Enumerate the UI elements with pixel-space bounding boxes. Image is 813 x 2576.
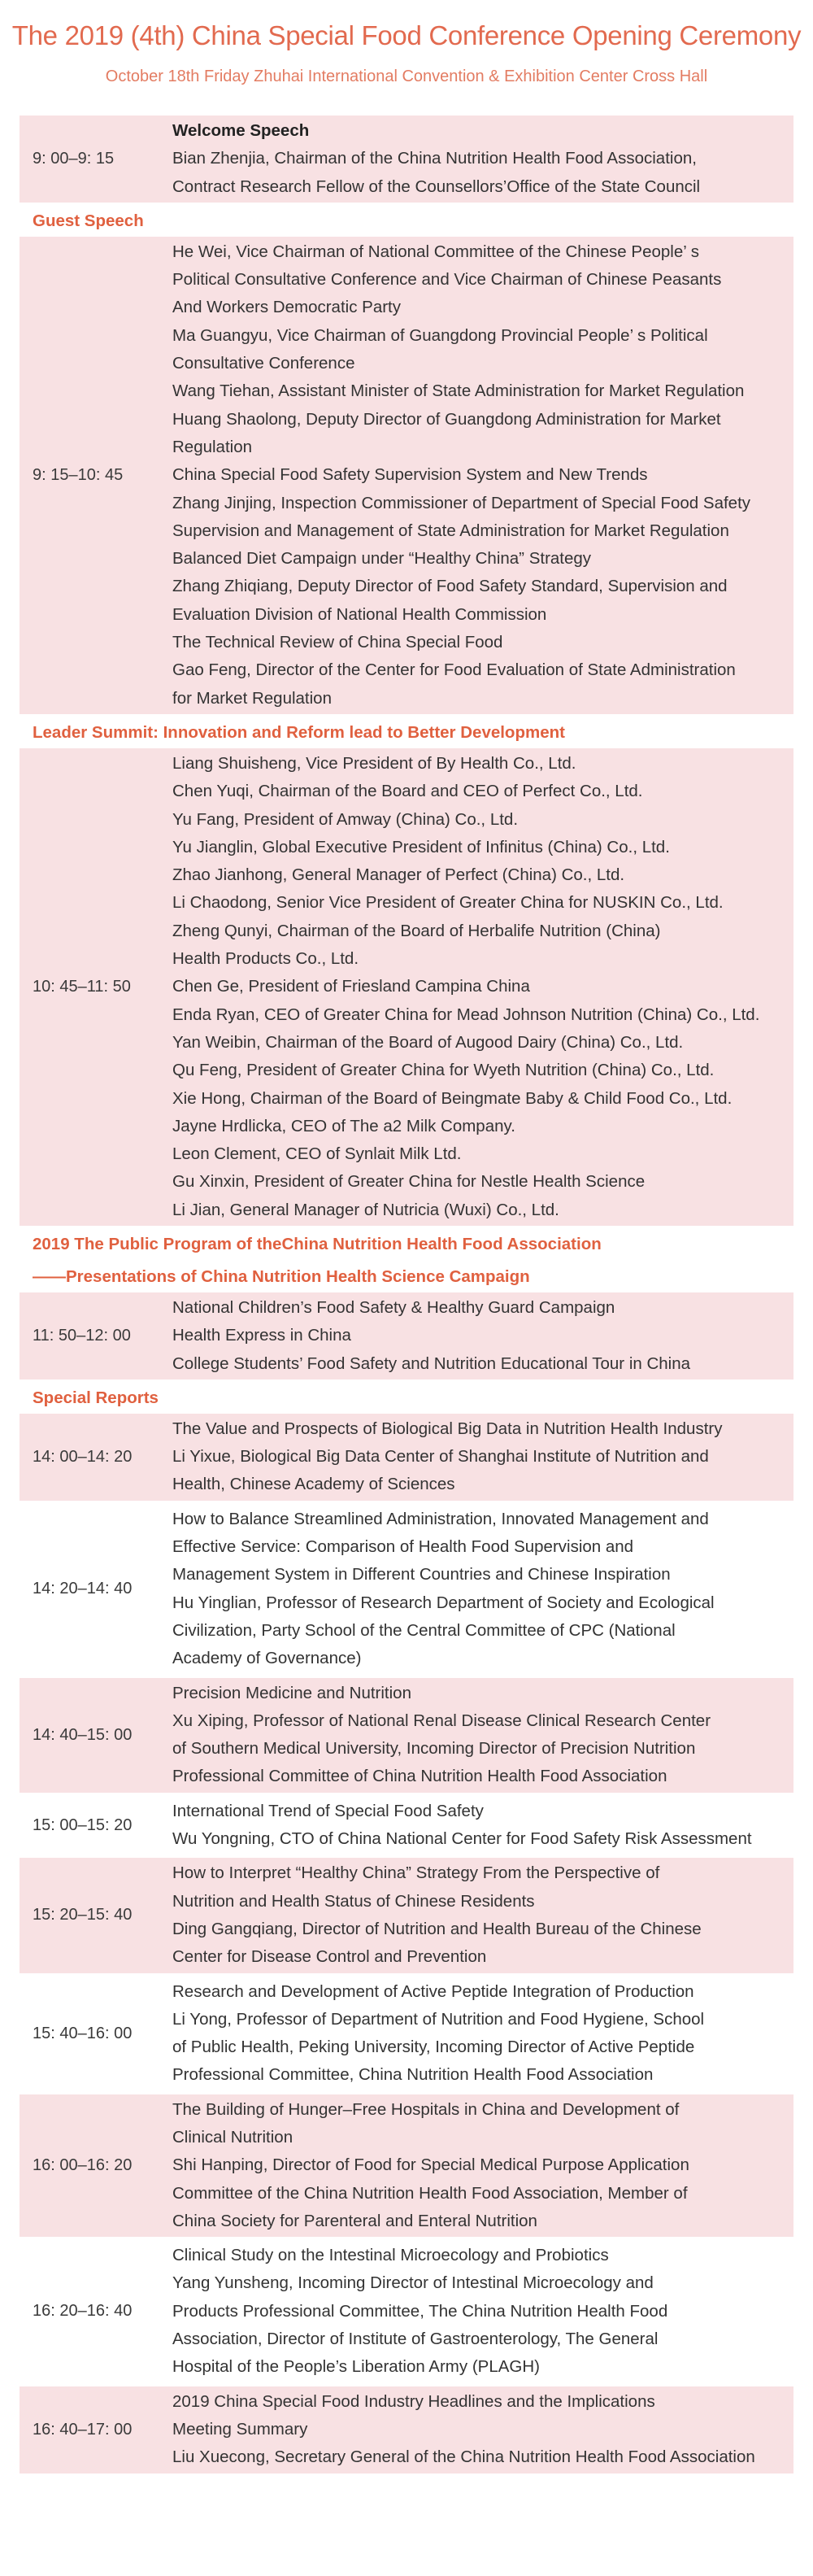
session-line: Chen Ge, President of Friesland Campina China: [172, 977, 530, 996]
session-details: [164, 1858, 793, 1972]
session-line: Precision Medicine and Nutrition: [172, 1683, 411, 1702]
session-line: Shi Hanping, Director of Food for Special Medical Purpose Application: [172, 2155, 689, 2175]
session-line: Zheng Qunyi, Chairman of the Board of Herbalife Nutrition (China): [172, 921, 661, 940]
session-line: Xu Xiping, Professor of National Renal Disease Clinical Research Center: [172, 1711, 711, 1730]
session-line: Gao Feng, Director of the Center for Food Evaluation of State Administration: [172, 660, 736, 680]
schedule-row: [20, 237, 793, 714]
schedule-row: [20, 1858, 793, 1972]
session-time: 9: 00–9: 15: [33, 149, 115, 168]
session-line: The Technical Review of China Special Food: [172, 633, 503, 652]
session-line: Li Chaodong, Senior Vice President of Greater China for NUSKIN Co., Ltd.: [172, 893, 724, 913]
session-line: Zhang Zhiqiang, Deputy Director of Food Safety Standard, Supervision and: [172, 577, 728, 596]
session-line: Yu Fang, President of Amway (China) Co., Ltd.: [172, 809, 519, 829]
page-subtitle: October 18th Friday Zhuhai International Convention & Exhibition Center Cross Hall: [105, 68, 708, 85]
session-details: [164, 2386, 793, 2474]
session-line: Yu Jianglin, Global Executive President of Infinitus (China) Co., Ltd.: [172, 837, 670, 856]
schedule-row: [20, 1414, 793, 1501]
schedule-row: [20, 1796, 793, 1855]
section-heading: Special Reports: [33, 1388, 159, 1407]
schedule-row: [20, 748, 793, 1226]
session-line: Gu Xinxin, President of Greater China for Nestle Health Science: [172, 1172, 646, 1192]
session-line: College Students’ Food Safety and Nutrition Educational Tour in China: [172, 1353, 691, 1373]
session-time: 11: 50–12: 00: [33, 1326, 131, 1345]
session-line: of Public Health, Peking University, Incoming Director of Active Peptide: [172, 2038, 695, 2057]
session-line: Committee of the China Nutrition Health Food Association, Member of: [172, 2183, 688, 2203]
session-details: [164, 116, 793, 203]
session-line: Wu Yongning, CTO of China National Center for Food Safety Risk Assessment: [172, 1829, 752, 1849]
session-line: Management System in Different Countries and Chinese Inspiration: [172, 1565, 671, 1584]
session-line: Xie Hong, Chairman of the Board of Beingmate Baby & Child Food Co., Ltd.: [172, 1088, 733, 1108]
schedule-row: [20, 1977, 793, 2091]
section-heading: Guest Speech: [33, 211, 144, 230]
session-time: 14: 00–14: 20: [33, 1447, 133, 1466]
session-line: How to Interpret “Healthy China” Strategy From the Perspective of: [172, 1863, 660, 1883]
session-details: [164, 237, 793, 714]
session-line: Professional Committee of China Nutrition Health Food Association: [172, 1767, 667, 1786]
section-heading: Leader Summit: Innovation and Reform lead to Better Development: [33, 722, 565, 742]
session-line: Leon Clement, CEO of Synlait Milk Ltd.: [172, 1144, 462, 1164]
session-line: Chen Yuqi, Chairman of the Board and CEO of Perfect Co., Ltd.: [172, 782, 643, 801]
session-line: He Wei, Vice Chairman of National Committee of the Chinese People’ s: [172, 242, 699, 261]
session-line: Political Consultative Conference and Vice Chairman of Chinese Peasants: [172, 270, 722, 290]
session-line: Center for Disease Control and Prevention: [172, 1947, 487, 1967]
session-line: Li Yixue, Biological Big Data Center of Shanghai Institute of Nutrition and: [172, 1447, 709, 1467]
schedule-row: [20, 116, 793, 203]
session-line: Supervision and Management of State Administration for Market Regulation: [172, 521, 729, 540]
session-line: Research and Development of Active Peptide Integration of Production: [172, 1981, 694, 2001]
session-details: [164, 1504, 793, 1675]
session-line: Contract Research Fellow of the Counsellors’Office of the State Council: [172, 177, 701, 196]
session-line: Products Professional Committee, The China Nutrition Health Food: [172, 2301, 668, 2321]
session-line: Li Jian, General Manager of Nutricia (Wuxi) Co., Ltd.: [172, 1200, 559, 1219]
session-line: Ma Guangyu, Vice Chairman of Guangdong Provincial People’ s Political: [172, 325, 708, 345]
section-heading: ——Presentations of China Nutrition Health Science Campaign: [33, 1266, 530, 1286]
session-line: Huang Shaolong, Deputy Director of Guangdong Administration for Market: [172, 409, 721, 429]
session-line: Consultative Conference: [172, 354, 355, 373]
session-line: Professional Committee, China Nutrition Health Food Association: [172, 2065, 654, 2085]
session-line: Health Products Co., Ltd.: [172, 949, 359, 969]
session-line: Effective Service: Comparison of Health Food Supervision and: [172, 1537, 634, 1557]
session-time: 14: 40–15: 00: [33, 1725, 133, 1744]
session-details: [164, 1977, 793, 2091]
schedule-row: [20, 1292, 793, 1380]
session-line: Liang Shuisheng, Vice President of By Health Co., Ltd.: [172, 753, 576, 773]
session-line: The Value and Prospects of Biological Big Data in Nutrition Health Industry: [172, 1419, 723, 1438]
session-line: China Special Food Safety Supervision System and New Trends: [172, 465, 648, 485]
session-line: Hu Yinglian, Professor of Research Department of Society and Ecological: [172, 1593, 715, 1612]
session-line: Yan Weibin, Chairman of the Board of Augood Dairy (China) Co., Ltd.: [172, 1032, 684, 1052]
session-line: Nutrition and Health Status of Chinese Residents: [172, 1891, 535, 1911]
session-line: Health, Chinese Academy of Sciences: [172, 1475, 455, 1494]
program-schedule: [0, 116, 813, 2474]
session-line: Hospital of the People’s Liberation Army (PLAGH): [172, 2357, 540, 2377]
session-details: [164, 1292, 793, 1380]
session-details: [164, 748, 793, 1226]
session-line: China Society for Parenteral and Enteral Nutrition: [172, 2211, 537, 2230]
session-line: Wang Tiehan, Assistant Minister of State Administration for Market Regulation: [172, 381, 745, 401]
session-line: Zhao Jianhong, General Manager of Perfect (China) Co., Ltd.: [172, 865, 625, 885]
session-line: Civilization, Party School of the Central Committee of CPC (National: [172, 1620, 676, 1640]
session-line: National Children’s Food Safety & Healthy Guard Campaign: [172, 1297, 615, 1317]
schedule-row: [20, 1504, 793, 1675]
section-heading: 2019 The Public Program of theChina Nutrition Health Food Association: [33, 1234, 602, 1253]
session-line: Li Yong, Professor of Department of Nutrition and Food Hygiene, School: [172, 2009, 705, 2029]
session-line: The Building of Hunger–Free Hospitals in China and Development of: [172, 2099, 680, 2119]
session-time: 15: 20–15: 40: [33, 1906, 133, 1924]
session-details: [164, 1414, 793, 1501]
session-details: [164, 1796, 793, 1855]
session-line: Ding Gangqiang, Director of Nutrition and Health Bureau of the Chinese: [172, 1919, 702, 1938]
session-line: How to Balance Streamlined Administration, Innovated Management and: [172, 1509, 709, 1528]
schedule-row: [20, 2240, 793, 2382]
session-time: 16: 20–16: 40: [33, 2302, 133, 2321]
session-line: And Workers Democratic Party: [172, 298, 402, 317]
schedule-row: [20, 2094, 793, 2237]
session-time: 15: 40–16: 00: [33, 2024, 133, 2042]
session-time: 15: 00–15: 20: [33, 1815, 133, 1834]
session-title: Welcome Speech: [172, 121, 310, 140]
session-details: [164, 2094, 793, 2237]
session-line: for Market Regulation: [172, 688, 332, 708]
session-line: of Southern Medical University, Incoming Director of Precision Nutrition: [172, 1739, 696, 1759]
page-title: The 2019 (4th) China Special Food Conference Opening Ceremony: [11, 20, 802, 50]
schedule-row: [20, 1678, 793, 1793]
session-line: Health Express in China: [172, 1326, 351, 1345]
session-line: Qu Feng, President of Greater China for Wyeth Nutrition (China) Co., Ltd.: [172, 1061, 715, 1080]
session-line: Liu Xuecong, Secretary General of the China Nutrition Health Food Association: [172, 2447, 755, 2467]
session-line: Clinical Study on the Intestinal Microecology and Probiotics: [172, 2246, 609, 2265]
session-line: International Trend of Special Food Safety: [172, 1801, 484, 1820]
session-details: [164, 1678, 793, 1793]
session-line: Meeting Summary: [172, 2419, 308, 2439]
session-line: Balanced Diet Campaign under “Healthy China” Strategy: [172, 549, 592, 569]
session-time: 10: 45–11: 50: [33, 977, 131, 996]
session-details: [164, 2240, 793, 2382]
session-line: Academy of Governance): [172, 1649, 362, 1668]
session-line: Bian Zhenjia, Chairman of the China Nutrition Health Food Association,: [172, 149, 697, 168]
session-line: Zhang Jinjing, Inspection Commissioner of Department of Special Food Safety: [172, 493, 751, 512]
session-time: 9: 15–10: 45: [33, 465, 124, 484]
session-time: 16: 00–16: 20: [33, 2155, 133, 2174]
session-line: Enda Ryan, CEO of Greater China for Mead Johnson Nutrition (China) Co., Ltd.: [172, 1005, 760, 1024]
session-line: Evaluation Division of National Health Commission: [172, 604, 547, 624]
session-line: Yang Yunsheng, Incoming Director of Intestinal Microecology and: [172, 2273, 654, 2293]
session-time: 14: 20–14: 40: [33, 1580, 133, 1598]
session-line: Clinical Nutrition: [172, 2128, 293, 2147]
session-line: 2019 China Special Food Industry Headlines and the Implications: [172, 2391, 655, 2411]
session-line: Association, Director of Institute of Gastroenterology, The General: [172, 2330, 659, 2349]
session-line: Regulation: [172, 437, 253, 456]
session-line: Jayne Hrdlicka, CEO of The a2 Milk Company.: [172, 1116, 515, 1135]
session-time: 16: 40–17: 00: [33, 2420, 133, 2439]
schedule-row: [20, 2386, 793, 2474]
